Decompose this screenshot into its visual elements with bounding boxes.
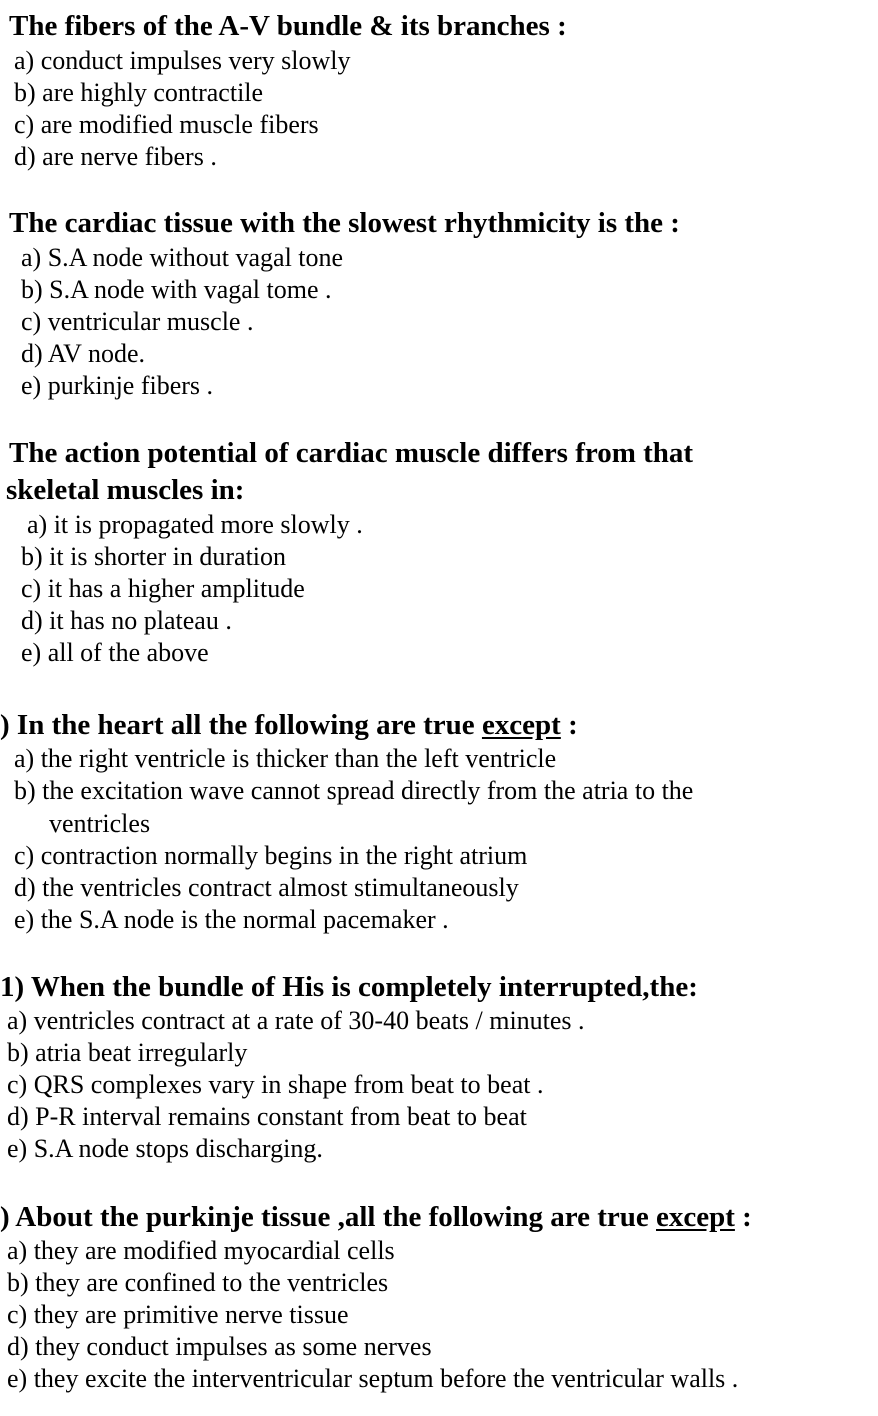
question-6-title: ) About the purkinje tissue ,all the following are true except : <box>0 1201 752 1233</box>
question-2-option-e: e) purkinje fibers . <box>21 371 214 400</box>
question-4-except: except <box>481 709 561 741</box>
question-6-except: except <box>656 1201 735 1233</box>
question-2-option-a: a) S.A node without vagal tone <box>21 243 344 272</box>
question-3-option-a: a) it is propagated more slowly . <box>27 510 363 539</box>
question-3-option-d: d) it has no plateau . <box>21 606 232 635</box>
question-1-option-d: d) are nerve fibers . <box>14 142 217 171</box>
question-5-option-c: c) QRS complexes vary in shape from beat to beat . <box>7 1070 544 1099</box>
question-6-option-b: b) they are confined to the ventricles <box>7 1268 389 1297</box>
question-1-option-b: b) are highly contractile <box>14 78 264 107</box>
question-3-title-line-2: skeletal muscles in: <box>6 474 245 506</box>
question-2-option-c: c) ventricular muscle . <box>21 307 254 336</box>
question-4-option-e: e) the S.A node is the normal pacemaker . <box>14 905 449 934</box>
question-5-title: 1) When the bundle of His is completely interrupted,the: <box>0 971 698 1003</box>
question-4-option-c: c) contraction normally begins in the right atrium <box>14 841 528 870</box>
question-6-option-c: c) they are primitive nerve tissue <box>7 1300 349 1329</box>
question-2-option-b: b) S.A node with vagal tome . <box>21 275 332 304</box>
question-3-title-line-1: The action potential of cardiac muscle differs from that <box>9 437 694 469</box>
question-6-option-e: e) they excite the interventricular septum before the ventricular walls . <box>7 1364 739 1393</box>
question-5-option-d: d) P-R interval remains constant from beat to beat <box>7 1102 527 1131</box>
question-4-option-b: b) the excitation wave cannot spread directly from the atria to the <box>14 776 694 805</box>
question-6-option-d: d) they conduct impulses as some nerves <box>7 1332 432 1361</box>
question-1-title: The fibers of the A-V bundle & its branches : <box>9 10 567 42</box>
question-4-option-b-continued: ventricles <box>49 809 151 838</box>
question-2-option-d: d) AV node. <box>21 339 145 368</box>
question-4-title: ) In the heart all the following are true except : <box>0 709 578 741</box>
question-3-option-e: e) all of the above <box>21 638 209 667</box>
question-3-option-b: b) it is shorter in duration <box>21 542 287 571</box>
question-5-option-a: a) ventricles contract at a rate of 30-40 beats / minutes . <box>7 1006 585 1035</box>
question-4-option-a: a) the right ventricle is thicker than the left ventricle <box>14 744 557 773</box>
question-1-option-a: a) conduct impulses very slowly <box>14 46 351 75</box>
question-3-option-c: c) it has a higher amplitude <box>21 574 305 603</box>
question-6-option-a: a) they are modified myocardial cells <box>7 1236 395 1265</box>
question-5-option-b: b) atria beat irregularly <box>7 1038 248 1067</box>
question-2-title: The cardiac tissue with the slowest rhythmicity is the : <box>9 207 680 239</box>
question-1-option-c: c) are modified muscle fibers <box>14 110 319 139</box>
question-4-option-d: d) the ventricles contract almost stimultaneously <box>14 873 519 902</box>
question-5-option-e: e) S.A node stops discharging. <box>7 1134 323 1163</box>
